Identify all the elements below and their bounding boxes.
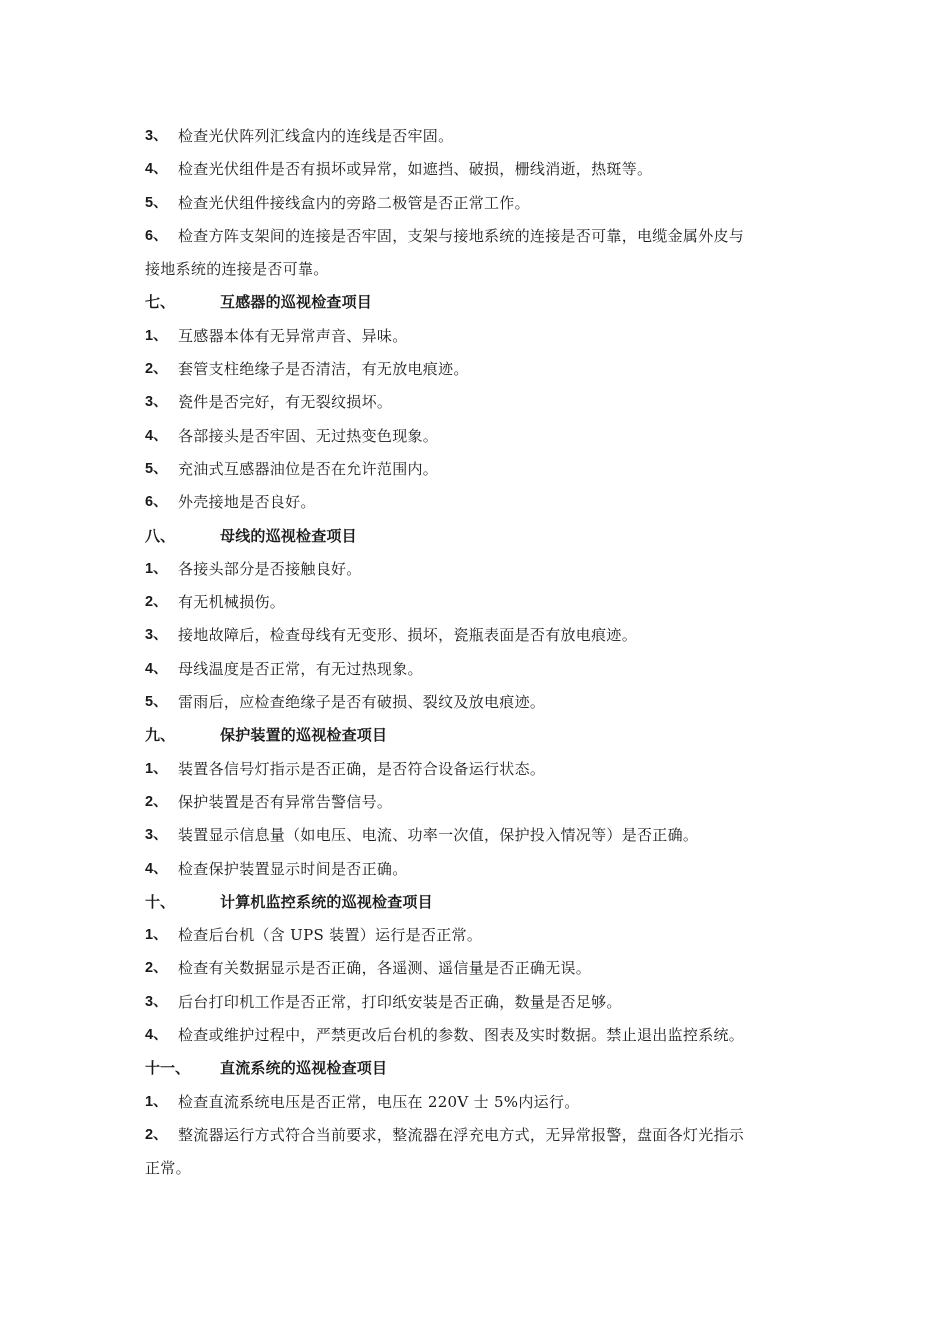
list-item: [145, 120, 810, 153]
item-text: 检查后台机（含 UPS 装置）运行是否正常。: [178, 926, 483, 945]
list-item: [145, 919, 810, 952]
item-text: 检查或维护过程中，严禁更改后台机的参数、图表及实时数据。禁止退出监控系统。: [178, 1026, 745, 1045]
item-text: 整流器运行方式符合当前要求，整流器在浮充电方式，无异常报警，盘面各灯光指示: [178, 1125, 745, 1144]
item-number: 6、: [145, 227, 168, 244]
item-text: 母线温度是否正常，有无过热现象。: [178, 659, 423, 678]
list-item: [145, 320, 810, 353]
list-item: [145, 553, 810, 586]
section-heading: [145, 286, 810, 319]
list-item: [145, 453, 810, 486]
section-number: 十、: [145, 892, 176, 911]
list-item: [145, 819, 810, 852]
list-item: [145, 1119, 810, 1152]
item-number: 3、: [145, 128, 168, 144]
section-number: 八、: [145, 526, 176, 545]
section-title: 保护装置的巡视检查项目: [220, 726, 388, 745]
section-title: 计算机监控系统的巡视检查项目: [220, 892, 433, 911]
list-item: [145, 220, 810, 253]
item-text: 检查光伏组件接线盒内的旁路二极管是否正常工作。: [178, 193, 530, 212]
list-item-continuation: [145, 1152, 810, 1185]
list-item: [145, 653, 810, 686]
section-number: 七、: [145, 293, 176, 312]
item-text: 各部接头是否牢固、无过热变色现象。: [178, 426, 439, 445]
item-text: 正常。: [145, 1159, 191, 1178]
item-text: 后台打印机工作是否正常，打印纸安装是否正确，数量是否足够。: [178, 992, 622, 1011]
section-title: 互感器的巡视检查项目: [220, 293, 373, 312]
item-text: 雷雨后，应检查绝缘子是否有破损、裂纹及放电痕迹。: [178, 693, 546, 712]
list-item: [145, 1019, 810, 1052]
item-text: 保护装置是否有异常告警信号。: [178, 792, 393, 811]
item-number: 3、: [145, 827, 168, 844]
list-item: [145, 486, 810, 519]
item-text: 外壳接地是否良好。: [178, 493, 316, 512]
list-item: [145, 153, 810, 186]
section-number: 九、: [145, 726, 176, 745]
item-number: 3、: [145, 627, 168, 644]
item-number: 2、: [145, 594, 168, 611]
list-item: [145, 686, 810, 719]
list-item: [145, 952, 810, 985]
item-number: 6、: [145, 494, 168, 511]
item-number: 4、: [145, 660, 168, 677]
item-text: 互感器本体有无异常声音、异味。: [178, 326, 408, 345]
item-text: 瓷件是否完好，有无裂纹损坏。: [178, 393, 393, 412]
item-number: 1、: [145, 927, 168, 944]
item-number: 1、: [145, 760, 168, 777]
item-text: 检查有关数据显示是否正确，各遥测、遥信量是否正确无误。: [178, 959, 592, 978]
item-number: 1、: [145, 560, 168, 577]
section-heading: [145, 719, 810, 752]
item-text: 接地系统的连接是否可靠。: [145, 260, 329, 279]
item-number: 2、: [145, 960, 168, 977]
document-page: [145, 120, 810, 1186]
list-item: [145, 1086, 810, 1119]
section-number: 十一、: [145, 1059, 191, 1078]
item-number: 4、: [145, 860, 168, 877]
item-number: 2、: [145, 1126, 168, 1143]
item-text: 各接头部分是否接触良好。: [178, 559, 362, 578]
item-number: 5、: [145, 694, 168, 711]
item-number: 4、: [145, 427, 168, 444]
section-title: 母线的巡视检查项目: [220, 526, 357, 545]
section-title: 直流系统的巡视检查项目: [220, 1059, 388, 1078]
item-number: 3、: [145, 394, 168, 411]
list-item: [145, 619, 810, 652]
list-item: [145, 353, 810, 386]
section-heading: [145, 1052, 810, 1085]
item-number: 4、: [145, 161, 168, 178]
item-number: 4、: [145, 1027, 168, 1044]
item-number: 2、: [145, 361, 168, 378]
list-item: [145, 853, 810, 886]
section-heading: [145, 886, 810, 919]
list-item: [145, 786, 810, 819]
item-number: 5、: [145, 460, 168, 477]
item-text: 有无机械损伤。: [178, 593, 286, 612]
list-item: [145, 753, 810, 786]
list-item: [145, 187, 810, 220]
item-text: 检查直流系统电压是否正常，电压在 220V 士 5%内运行。: [178, 1092, 580, 1111]
item-number: 2、: [145, 793, 168, 810]
item-text: 套管支柱绝缘子是否清洁，有无放电痕迹。: [178, 360, 469, 379]
list-item: [145, 586, 810, 619]
list-item-continuation: [145, 253, 810, 286]
item-number: 5、: [145, 194, 168, 211]
item-number: 1、: [145, 327, 168, 344]
item-text: 检查保护装置显示时间是否正确。: [178, 859, 408, 878]
item-text: 装置显示信息量（如电压、电流、功率一次值，保护投入情况等）是否正确。: [178, 826, 699, 845]
item-number: 3、: [145, 993, 168, 1010]
item-text: 检查方阵支架间的连接是否牢固，支架与接地系统的连接是否可靠，电缆金属外皮与: [178, 226, 745, 245]
item-text: 充油式互感器油位是否在允许范围内。: [178, 459, 439, 478]
list-item: [145, 386, 810, 419]
item-text: 接地故障后，检查母线有无变形、损坏，瓷瓶表面是否有放电痕迹。: [178, 626, 638, 645]
item-text: 检查光伏阵列汇线盒内的连线是否牢固。: [178, 127, 454, 145]
item-number: 1、: [145, 1093, 168, 1110]
item-text: 装置各信号灯指示是否正确，是否符合设备运行状态。: [178, 759, 546, 778]
item-text: 检查光伏组件是否有损坏或异常，如遮挡、破损，栅线消逝，热斑等。: [178, 160, 653, 179]
section-heading: [145, 520, 810, 553]
list-item: [145, 986, 810, 1019]
list-item: [145, 420, 810, 453]
